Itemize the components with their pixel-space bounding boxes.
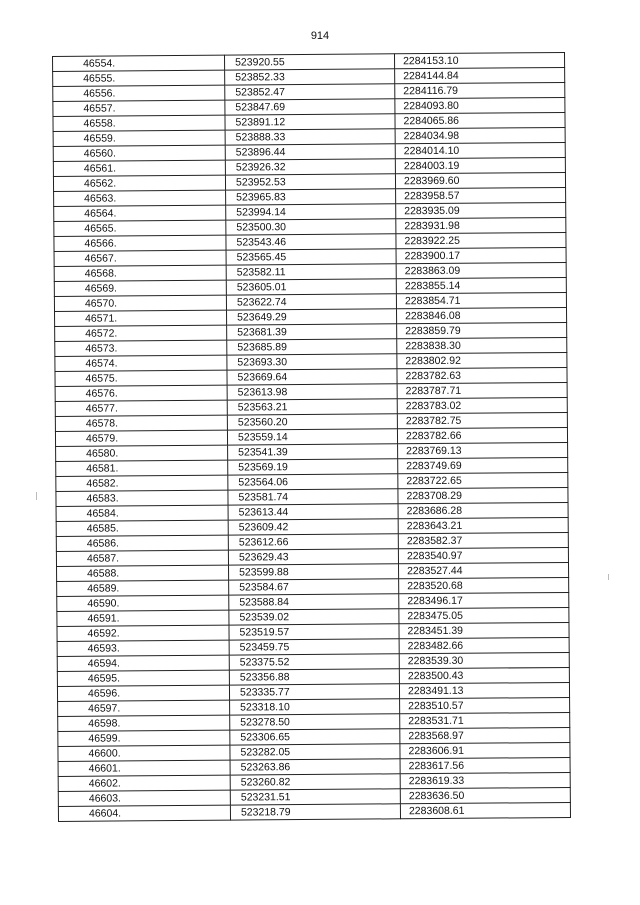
easting-cell: 523920.55 bbox=[224, 54, 394, 70]
easting-cell: 523581.74 bbox=[228, 489, 398, 505]
northing-cell: 2284093.80 bbox=[395, 97, 565, 113]
easting-cell: 523335.77 bbox=[229, 684, 399, 700]
page-number: 914 bbox=[310, 30, 330, 42]
scan-mark bbox=[36, 492, 37, 500]
northing-cell: 2284014.10 bbox=[395, 142, 565, 158]
easting-cell: 523605.01 bbox=[226, 279, 396, 295]
point-number-cell: 46556. bbox=[53, 85, 225, 101]
northing-cell: 2283769.13 bbox=[398, 442, 568, 458]
northing-cell: 2283802.92 bbox=[397, 352, 567, 368]
point-number-cell: 46590. bbox=[57, 595, 229, 611]
point-number-cell: 46558. bbox=[53, 115, 225, 131]
point-number-cell: 46561. bbox=[53, 160, 225, 176]
northing-cell: 2283863.09 bbox=[396, 262, 566, 278]
northing-cell: 2283854.71 bbox=[396, 292, 566, 308]
northing-cell: 2284034.98 bbox=[395, 127, 565, 143]
easting-cell: 523582.11 bbox=[226, 264, 396, 280]
easting-cell: 523681.39 bbox=[227, 324, 397, 340]
easting-cell: 523613.44 bbox=[228, 504, 398, 520]
northing-cell: 2283475.05 bbox=[399, 607, 569, 623]
point-number-cell: 46576. bbox=[55, 385, 227, 401]
point-number-cell: 46566. bbox=[54, 235, 226, 251]
northing-cell: 2283531.71 bbox=[400, 712, 570, 728]
coordinates-table-wrapper bbox=[52, 52, 570, 822]
northing-cell: 2283782.75 bbox=[397, 412, 567, 428]
easting-cell: 523693.30 bbox=[227, 354, 397, 370]
point-number-cell: 46587. bbox=[56, 550, 228, 566]
northing-cell: 2283510.57 bbox=[400, 697, 570, 713]
northing-cell: 2283787.71 bbox=[397, 382, 567, 398]
point-number-cell: 46591. bbox=[57, 610, 229, 626]
northing-cell: 2283922.25 bbox=[396, 232, 566, 248]
northing-cell: 2283606.91 bbox=[400, 742, 570, 758]
northing-cell: 2283855.14 bbox=[396, 277, 566, 293]
point-number-cell: 46570. bbox=[54, 295, 226, 311]
easting-cell: 523888.33 bbox=[225, 129, 395, 145]
point-number-cell: 46602. bbox=[58, 775, 230, 791]
easting-cell: 523559.14 bbox=[227, 429, 397, 445]
point-number-cell: 46571. bbox=[55, 310, 227, 326]
northing-cell: 2284153.10 bbox=[394, 52, 564, 68]
coordinates-table bbox=[52, 52, 571, 822]
easting-cell: 523356.88 bbox=[229, 669, 399, 685]
easting-cell: 523564.06 bbox=[228, 474, 398, 490]
easting-cell: 523622.74 bbox=[226, 294, 396, 310]
easting-cell: 523375.52 bbox=[229, 654, 399, 670]
northing-cell: 2283520.68 bbox=[399, 577, 569, 593]
easting-cell: 523541.39 bbox=[228, 444, 398, 460]
point-number-cell: 46581. bbox=[56, 460, 228, 476]
point-number-cell: 46559. bbox=[53, 130, 225, 146]
point-number-cell: 46583. bbox=[56, 490, 228, 506]
easting-cell: 523543.46 bbox=[226, 234, 396, 250]
table-row bbox=[58, 802, 570, 821]
point-number-cell: 46586. bbox=[56, 535, 228, 551]
point-number-cell: 46565. bbox=[54, 220, 226, 236]
point-number-cell: 46569. bbox=[54, 280, 226, 296]
northing-cell: 2283782.63 bbox=[397, 367, 567, 383]
point-number-cell: 46589. bbox=[57, 580, 229, 596]
northing-cell: 2283582.37 bbox=[398, 532, 568, 548]
easting-cell: 523649.29 bbox=[227, 309, 397, 325]
easting-cell: 523231.51 bbox=[230, 789, 400, 805]
easting-cell: 523669.64 bbox=[227, 369, 397, 385]
easting-cell: 523926.32 bbox=[225, 159, 395, 175]
point-number-cell: 46564. bbox=[54, 205, 226, 221]
northing-cell: 2283527.44 bbox=[398, 562, 568, 578]
northing-cell: 2283482.66 bbox=[399, 637, 569, 653]
northing-cell: 2283969.60 bbox=[395, 172, 565, 188]
northing-cell: 2283540.97 bbox=[398, 547, 568, 563]
easting-cell: 523896.44 bbox=[225, 144, 395, 160]
point-number-cell: 46563. bbox=[54, 190, 226, 206]
point-number-cell: 46554. bbox=[53, 55, 225, 71]
easting-cell: 523260.82 bbox=[230, 774, 400, 790]
easting-cell: 523847.69 bbox=[225, 99, 395, 115]
northing-cell: 2283931.98 bbox=[396, 217, 566, 233]
northing-cell: 2283636.50 bbox=[400, 787, 570, 803]
point-number-cell: 46601. bbox=[58, 760, 230, 776]
northing-cell: 2283451.39 bbox=[399, 622, 569, 638]
point-number-cell: 46578. bbox=[55, 415, 227, 431]
easting-cell: 523965.83 bbox=[226, 189, 396, 205]
easting-cell: 523563.21 bbox=[227, 399, 397, 415]
easting-cell: 523852.47 bbox=[225, 84, 395, 100]
easting-cell: 523500.30 bbox=[226, 219, 396, 235]
easting-cell: 523952.53 bbox=[225, 174, 395, 190]
point-number-cell: 46580. bbox=[56, 445, 228, 461]
northing-cell: 2283608.61 bbox=[400, 802, 570, 818]
point-number-cell: 46577. bbox=[55, 400, 227, 416]
point-number-cell: 46555. bbox=[53, 70, 225, 86]
easting-cell: 523685.89 bbox=[227, 339, 397, 355]
point-number-cell: 46599. bbox=[58, 730, 230, 746]
point-number-cell: 46593. bbox=[57, 640, 229, 656]
scan-mark bbox=[608, 574, 609, 580]
northing-cell: 2284116.79 bbox=[395, 82, 565, 98]
point-number-cell: 46557. bbox=[53, 100, 225, 116]
northing-cell: 2283619.33 bbox=[400, 772, 570, 788]
easting-cell: 523613.98 bbox=[227, 384, 397, 400]
point-number-cell: 46585. bbox=[56, 520, 228, 536]
easting-cell: 523318.10 bbox=[230, 699, 400, 715]
northing-cell: 2283846.08 bbox=[396, 307, 566, 323]
point-number-cell: 46579. bbox=[55, 430, 227, 446]
northing-cell: 2283935.09 bbox=[396, 202, 566, 218]
point-number-cell: 46584. bbox=[56, 505, 228, 521]
point-number-cell: 46568. bbox=[54, 265, 226, 281]
northing-cell: 2283500.43 bbox=[399, 667, 569, 683]
easting-cell: 523306.65 bbox=[230, 729, 400, 745]
northing-cell: 2283617.56 bbox=[400, 757, 570, 773]
northing-cell: 2283783.02 bbox=[397, 397, 567, 413]
point-number-cell: 46575. bbox=[55, 370, 227, 386]
northing-cell: 2283782.66 bbox=[397, 427, 567, 443]
easting-cell: 523278.50 bbox=[230, 714, 400, 730]
easting-cell: 523565.45 bbox=[226, 249, 396, 265]
northing-cell: 2283708.29 bbox=[398, 487, 568, 503]
easting-cell: 523459.75 bbox=[229, 639, 399, 655]
northing-cell: 2283686.28 bbox=[398, 502, 568, 518]
point-number-cell: 46574. bbox=[55, 355, 227, 371]
easting-cell: 523519.57 bbox=[229, 624, 399, 640]
northing-cell: 2283749.69 bbox=[398, 457, 568, 473]
northing-cell: 2284144.84 bbox=[395, 67, 565, 83]
northing-cell: 2283568.97 bbox=[400, 727, 570, 743]
point-number-cell: 46592. bbox=[57, 625, 229, 641]
point-number-cell: 46603. bbox=[58, 790, 230, 806]
easting-cell: 523599.88 bbox=[229, 564, 399, 580]
northing-cell: 2284003.19 bbox=[395, 157, 565, 173]
point-number-cell: 46562. bbox=[53, 175, 225, 191]
point-number-cell: 46560. bbox=[53, 145, 225, 161]
northing-cell: 2283539.30 bbox=[399, 652, 569, 668]
easting-cell: 523282.05 bbox=[230, 744, 400, 760]
point-number-cell: 46588. bbox=[57, 565, 229, 581]
northing-cell: 2283859.79 bbox=[397, 322, 567, 338]
point-number-cell: 46598. bbox=[58, 715, 230, 731]
easting-cell: 523891.12 bbox=[225, 114, 395, 130]
easting-cell: 523994.14 bbox=[226, 204, 396, 220]
point-number-cell: 46600. bbox=[58, 745, 230, 761]
easting-cell: 523609.42 bbox=[228, 519, 398, 535]
northing-cell: 2283491.13 bbox=[399, 682, 569, 698]
easting-cell: 523588.84 bbox=[229, 594, 399, 610]
point-number-cell: 46567. bbox=[54, 250, 226, 266]
easting-cell: 523629.43 bbox=[228, 549, 398, 565]
northing-cell: 2283496.17 bbox=[399, 592, 569, 608]
easting-cell: 523584.67 bbox=[229, 579, 399, 595]
easting-cell: 523218.79 bbox=[230, 804, 400, 820]
point-number-cell: 46604. bbox=[58, 805, 230, 821]
point-number-cell: 46573. bbox=[55, 340, 227, 356]
easting-cell: 523539.02 bbox=[229, 609, 399, 625]
northing-cell: 2283722.65 bbox=[398, 472, 568, 488]
point-number-cell: 46572. bbox=[55, 325, 227, 341]
northing-cell: 2283838.30 bbox=[397, 337, 567, 353]
point-number-cell: 46582. bbox=[56, 475, 228, 491]
easting-cell: 523560.20 bbox=[227, 414, 397, 430]
northing-cell: 2283900.17 bbox=[396, 247, 566, 263]
northing-cell: 2284065.86 bbox=[395, 112, 565, 128]
easting-cell: 523263.86 bbox=[230, 759, 400, 775]
point-number-cell: 46597. bbox=[58, 700, 230, 716]
easting-cell: 523852.33 bbox=[225, 69, 395, 85]
easting-cell: 523569.19 bbox=[228, 459, 398, 475]
point-number-cell: 46596. bbox=[57, 685, 229, 701]
point-number-cell: 46595. bbox=[57, 670, 229, 686]
point-number-cell: 46594. bbox=[57, 655, 229, 671]
easting-cell: 523612.66 bbox=[228, 534, 398, 550]
coordinates-table-body bbox=[53, 52, 571, 821]
northing-cell: 2283643.21 bbox=[398, 517, 568, 533]
northing-cell: 2283958.57 bbox=[396, 187, 566, 203]
